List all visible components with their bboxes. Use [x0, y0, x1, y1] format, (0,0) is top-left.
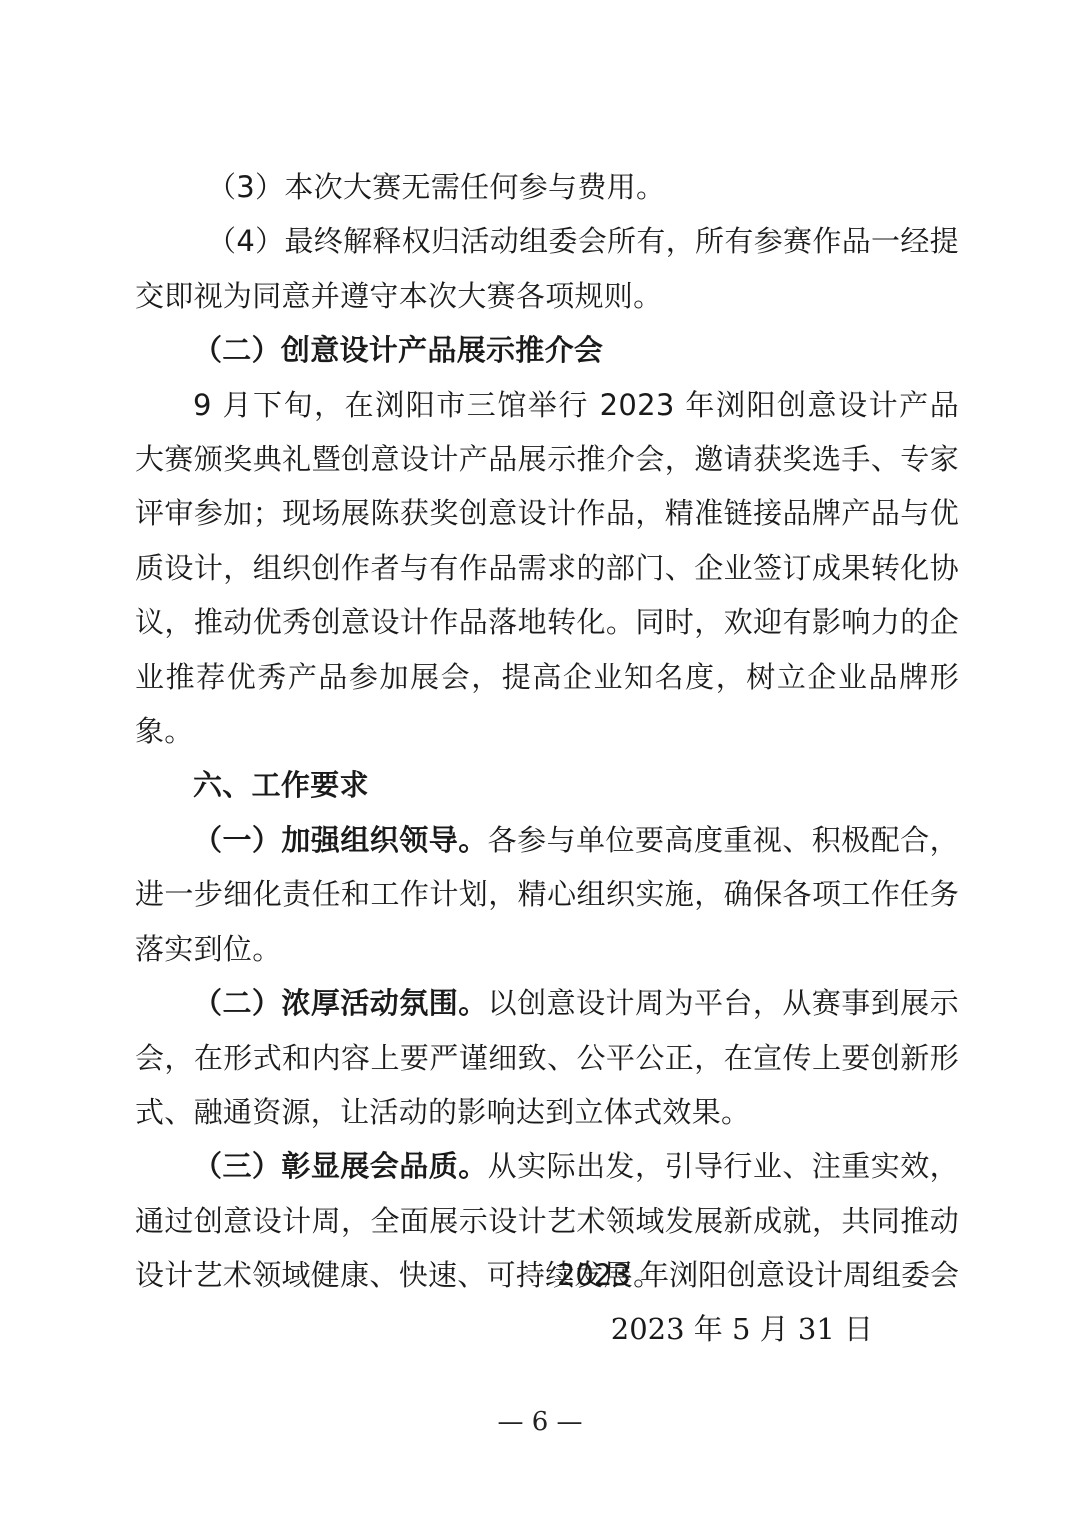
rule-item-3: （3）本次大赛无需任何参与费用。 — [207, 170, 666, 204]
page-number: — 6 — — [497, 1407, 583, 1437]
requirement-item-2 — [135, 976, 959, 1139]
requirement-lead-2: （二）浓厚活动氛围。 — [193, 986, 488, 1021]
requirement-text-2: 以创意设计周为平台，从赛事到展示会，在形式和内容上要严谨细致、公平公正，在宣传上要创新形式、融通资源，让活动的影响达到立体式效果。 — [135, 986, 959, 1129]
requirement-lead-1: （一）加强组织领导。 — [193, 822, 488, 857]
requirement-text-3: 从实际出发，引导行业、注重实效，通过创意设计周，全面展示设计艺术领域发展新成就，共同推动设计艺术领域健康、快速、可持续发展。 — [135, 1149, 959, 1293]
section-heading-work-requirements: 六、工作要求 — [193, 768, 369, 803]
requirement-text-1: 各参与单位要高度重视、积极配合，进一步细化责任和工作计划，精心组织实施，确保各项工作任务落实到位。 — [135, 822, 959, 966]
exhibition-paragraph: 9 月下旬，在浏阳市三馆举行 2023 年浏阳创意设计产品大赛颁奖典礼暨创意设计产品展示推介会，邀请获奖选手、专家评审参加；现场展陈获奖创意设计作品，精准链接品牌产品与优质设计，组织创作者与有作品需求的部门、企业签订成果转化协议，推动优秀创意设计作品落地转化。同时，欢迎有影响力的企业推荐优秀产品参加展会，提高企业知名度，树立企业品牌形象。 — [135, 387, 959, 749]
signature-date: 2023 年 5 月 31 日 — [610, 1312, 873, 1347]
document-body — [135, 160, 959, 1303]
signature-block — [135, 1248, 959, 1357]
requirement-item-1 — [135, 813, 959, 976]
signature-organization: 2023 年浏阳创意设计周组委会 — [556, 1258, 959, 1292]
requirement-lead-3: （三）彰显展会品质。 — [193, 1149, 488, 1184]
rule-item-4: （4）最终解释权归活动组委会所有，所有参赛作品一经提交即视为同意并遵守本次大赛各项规则。 — [135, 224, 959, 313]
section-heading-exhibition: （二）创意设计产品展示推介会 — [193, 333, 604, 368]
